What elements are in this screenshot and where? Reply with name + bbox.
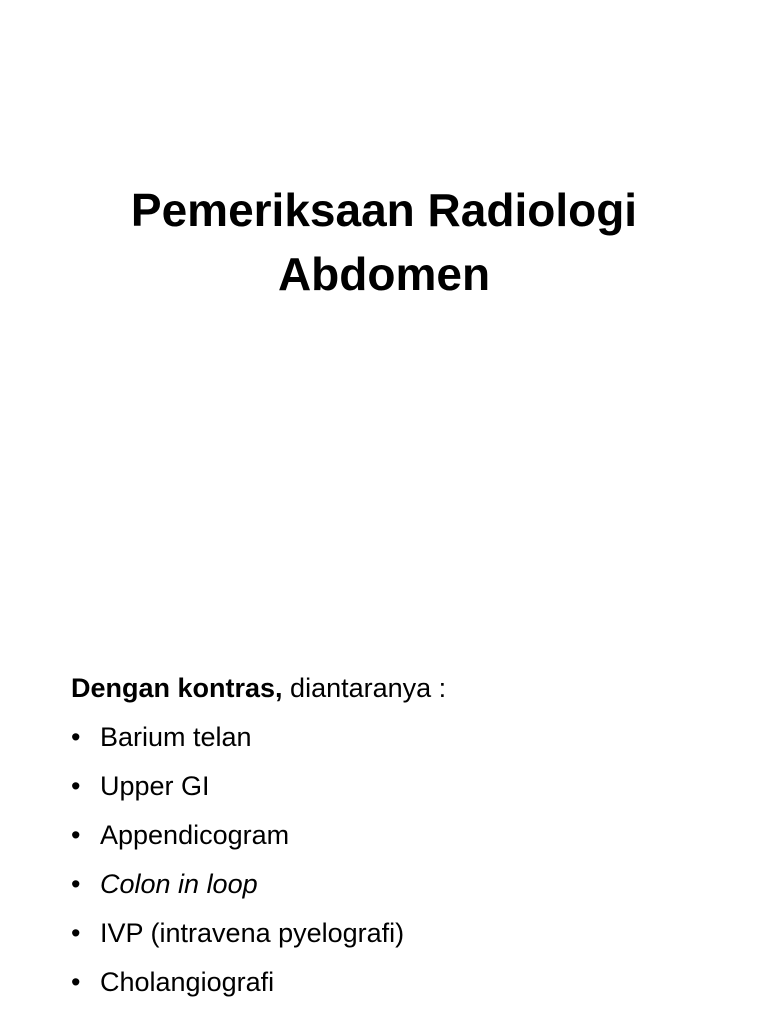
intro-bold-text: Dengan kontras, [71,673,283,703]
bullet-icon: • [71,820,81,850]
bullet-icon: • [71,722,81,752]
intro-rest-text: diantaranya : [282,673,447,703]
slide-content [71,664,731,1007]
list-item-text: Cholangiografi [100,967,275,997]
list-item-text: Appendicogram [100,820,290,850]
list-item [71,811,731,860]
list-item-text: Barium telan [100,722,252,752]
list-item [71,713,731,762]
bullet-icon: • [71,967,81,997]
list-item-text: Colon in loop [100,869,258,899]
bullet-icon: • [71,771,81,801]
list-item [71,958,731,1007]
bullet-icon: • [71,869,81,899]
list-item-text: IVP (intravena pyelografi) [100,918,405,948]
intro-line [71,664,731,713]
list-item [71,860,731,909]
list-item [71,762,731,811]
bullet-list [71,713,731,1007]
bullet-icon: • [71,918,81,948]
list-item [71,909,731,958]
slide-title [40,178,728,306]
title-line-2: Abdomen [277,248,491,300]
title-line-1: Pemeriksaan Radiologi [130,184,638,236]
list-item-text: Upper GI [100,771,210,801]
